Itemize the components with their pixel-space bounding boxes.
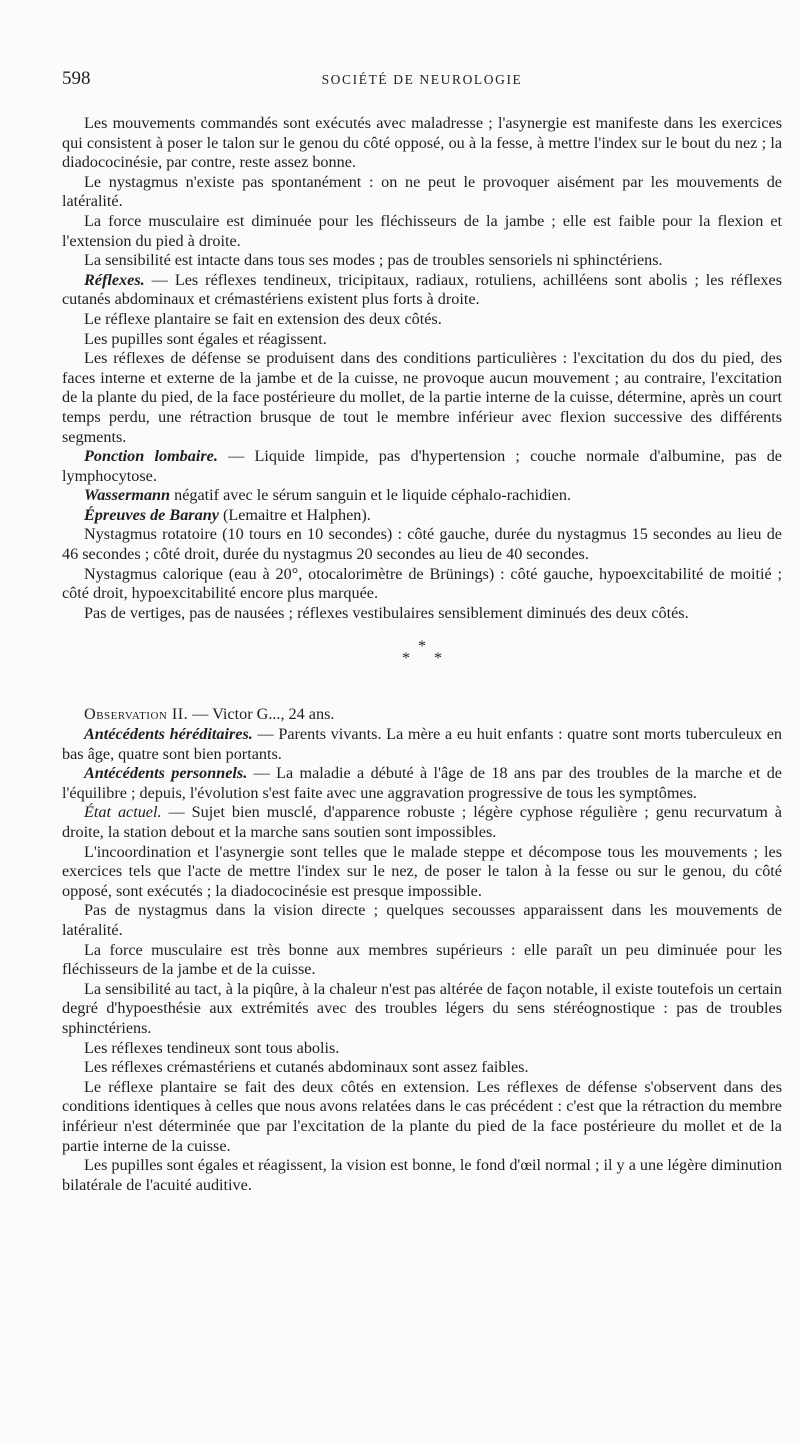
- page-number: 598: [62, 68, 91, 89]
- paragraph-text: — Les réflexes tendineux, tricipitaux, radiaux, rotuliens, achilléens sont abolis ; les réflexes cutanés abdominaux et crémastériens existent plus forts à droite.: [62, 270, 782, 309]
- paragraph: [62, 114, 782, 173]
- running-head: SOCIÉTÉ DE NEUROLOGIE: [321, 72, 523, 87]
- paragraph-lead: Réflexes.: [84, 270, 145, 289]
- paragraph: [62, 506, 782, 526]
- paragraph: [62, 330, 782, 350]
- paragraph-text: Nystagmus calorique (eau à 20°, otocalorimètre de Brünings) : côté gauche, hypoexcitabilité de moitié ; côté droit, hypoexcitabilité encore plus marquée.: [62, 564, 782, 603]
- paragraph-text: Le réflexe plantaire se fait des deux côtés en extension. Les réflexes de défense s'observent dans des conditions identiques à celles que nous avons relatées dans le cas précédent : c'est que la rétraction du membre inférieur n'est déterminée que par l'excitation de la plante du pied de la face postérieure du mollet et de la partie interne de la cuisse.: [62, 1077, 782, 1155]
- paragraph-text: La force musculaire est diminuée pour les fléchisseurs de la jambe ; elle est faible pour la flexion et l'extension du pied à droite.: [62, 211, 782, 250]
- paragraph-text: L'incoordination et l'asynergie sont telles que le malade steppe et décompose tous les mouvements ; les exercices tels que l'acte de mettre l'index sur le nez, de poser le talon à la fesse ou sur le genou, du côté opposé, sont exécutés ; la diadococinésie est presque impossible.: [62, 842, 782, 900]
- paragraph: [62, 447, 782, 486]
- paragraph: [62, 843, 782, 902]
- separator-star-bottom: * *: [402, 650, 452, 668]
- paragraph-text: Les réflexes crémastériens et cutanés abdominaux sont assez faibles.: [84, 1058, 529, 1077]
- paragraph-text: — Sujet bien musclé, d'apparence robuste ; légère cyphose régulière ; genu recurvatum à droite, la station debout et la marche sans soutien sont impossibles.: [62, 803, 782, 841]
- paragraph: [62, 980, 782, 1039]
- paragraph-lead: Épreuves de Barany: [84, 505, 219, 524]
- separator-star-top: *: [418, 638, 426, 656]
- paragraph: [62, 604, 782, 624]
- paragraph: [62, 173, 782, 212]
- paragraph-text: Les réflexes tendineux sont tous abolis.: [84, 1038, 340, 1057]
- paragraph-text: Pas de nystagmus dans la vision directe ; quelques secousses apparaissent dans les mouvements de latéralité.: [62, 901, 782, 939]
- paragraph: [62, 271, 782, 310]
- paragraph-text: Le réflexe plantaire se fait en extension des deux côtés.: [84, 309, 442, 328]
- observation-heading: Observation II.: [84, 705, 189, 724]
- paragraph-text: — Parents vivants. La mère a eu huit enfants : quatre sont morts tuberculeux en bas âge, quatre sont bien portants.: [62, 725, 782, 763]
- page: [62, 68, 782, 1195]
- paragraph: [62, 565, 782, 604]
- paragraph: [62, 941, 782, 980]
- paragraph-text: — La maladie a débuté à l'âge de 18 ans par des troubles de la marche et de l'équilibre ; depuis, l'évolution s'est faite avec une aggravation progressive de tous les symptômes.: [62, 764, 782, 802]
- paragraph: [62, 349, 782, 447]
- paragraph: [62, 1058, 782, 1078]
- paragraph-text: Les pupilles sont égales et réagissent, la vision est bonne, le fond d'œil normal ; il y a une légère diminution bilatérale de l'acuité auditive.: [62, 1156, 782, 1194]
- paragraph: [62, 251, 782, 271]
- paragraph-lead: Antécédents personnels.: [84, 764, 248, 783]
- paragraph-text: (Lemaitre et Halphen).: [218, 505, 371, 524]
- paragraph: [62, 310, 782, 330]
- paragraph: [62, 212, 782, 251]
- paragraph-text: négatif avec le sérum sanguin et le liquide céphalo-rachidien.: [170, 486, 571, 505]
- paragraph-text: La sensibilité est intacte dans tous ses modes ; pas de troubles sensoriels ni sphinctériens.: [84, 251, 663, 270]
- paragraph-text: La force musculaire est très bonne aux membres supérieurs : elle paraît un peu diminuée pour les fléchisseurs de la jambe et de la cuisse.: [62, 940, 782, 979]
- paragraph-text: Pas de vertiges, pas de nausées ; réflexes vestibulaires sensiblement diminués des deux côtés.: [84, 603, 689, 622]
- paragraph-lead: Wassermann: [84, 486, 171, 505]
- paragraph: [62, 901, 782, 940]
- paragraph: [62, 1078, 782, 1156]
- paragraph-text: Nystagmus rotatoire (10 tours en 10 secondes) : côté gauche, durée du nystagmus 15 secondes au lieu de 46 secondes ; côté droit, durée du nystagmus 20 secondes au lieu de 40 secondes.: [62, 525, 782, 564]
- section-separator: [62, 638, 782, 668]
- paragraph-text: Les réflexes de défense se produisent dans des conditions particulières : l'excitation du dos du pied, des faces interne et externe de la jambe et de la cuisse, ne provoque aucun mouvement ; au contraire, l'excitation de la plante du pied, de la face postérieure du mollet, de la partie interne de la cuisse, détermine, après un court temps perdu, une rétraction brusque de tout le membre inférieur avec flexion successive des différents segments.: [62, 349, 782, 446]
- page-header: [62, 68, 782, 98]
- paragraph: [62, 486, 782, 506]
- paragraph-lead: État actuel.: [84, 803, 162, 822]
- paragraph-text: — Victor G..., 24 ans.: [188, 705, 335, 724]
- paragraph-text: Le nystagmus n'existe pas spontanément : on ne peut le provoquer aisément par les mouvements de latéralité.: [62, 172, 782, 211]
- paragraph: [62, 705, 782, 725]
- section-observation-2: [62, 705, 782, 1195]
- paragraph-lead: Ponction lombaire.: [84, 447, 218, 466]
- paragraph-text: — Liquide limpide, pas d'hypertension ; couche normale d'albumine, pas de lymphocytose.: [62, 447, 782, 485]
- paragraph: [62, 1156, 782, 1195]
- paragraph: [62, 1039, 782, 1059]
- paragraph-text: La sensibilité au tact, à la piqûre, à la chaleur n'est pas altérée de façon notable, il existe toutefois un certain degré d'hypoesthésie aux extrémités avec des troubles légers du sens stéréognostique : pas de troubles sphinctériens.: [62, 979, 782, 1037]
- section-case-1: [62, 114, 782, 623]
- document-body: [62, 114, 782, 1195]
- paragraph: [62, 525, 782, 564]
- paragraph: [62, 764, 782, 803]
- paragraph: [62, 803, 782, 842]
- paragraph-text: Les pupilles sont égales et réagissent.: [84, 329, 327, 348]
- paragraph: [62, 725, 782, 764]
- paragraph-lead: Antécédents héréditaires.: [84, 725, 253, 744]
- paragraph-text: Les mouvements commandés sont exécutés avec maladresse ; l'asynergie est manifeste dans les exercices qui consistent à poser le talon sur le genou du côté opposé, ou à la fesse, à mettre l'index sur le bout du nez ; la diadococinésie, par contre, reste assez bonne.: [62, 114, 782, 172]
